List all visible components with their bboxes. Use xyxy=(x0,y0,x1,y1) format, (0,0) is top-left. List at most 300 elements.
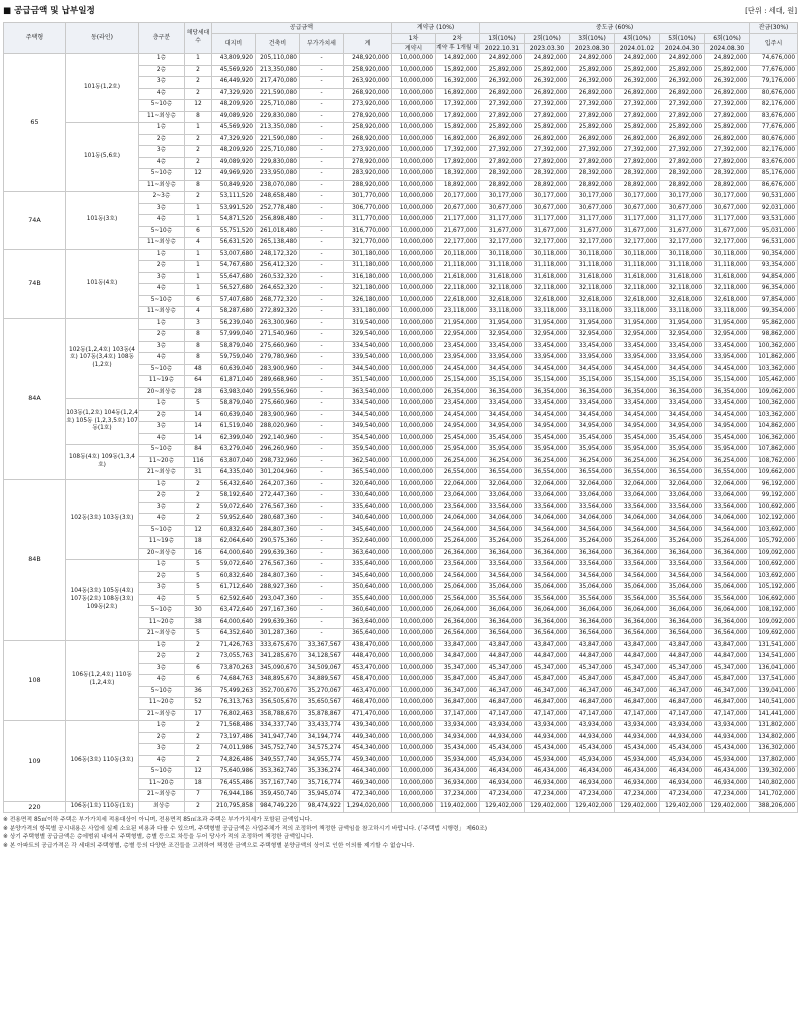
contract-1-cell: 10,000,000 xyxy=(392,548,436,560)
middle-payment-3-cell: 30,677,000 xyxy=(570,203,615,215)
vat-cell: - xyxy=(300,134,344,146)
floor-cell: 4층 xyxy=(139,284,185,296)
middle-payment-3-cell: 33,064,000 xyxy=(570,491,615,503)
vat-cell: - xyxy=(300,146,344,158)
middle-payment-1-cell: 28,892,000 xyxy=(480,180,525,192)
contract-1-cell: 10,000,000 xyxy=(392,479,436,491)
contract-1-cell: 10,000,000 xyxy=(392,146,436,158)
balance-cell: 100,362,000 xyxy=(750,399,798,411)
middle-payment-6-cell: 36,564,000 xyxy=(705,629,750,641)
floor-cell: 3층 xyxy=(139,422,185,434)
balance-cell: 85,176,000 xyxy=(750,169,798,181)
land-cost-cell: 54,871,520 xyxy=(212,215,256,227)
vat-cell: 35,878,867 xyxy=(300,709,344,721)
middle-payment-6-cell: 26,892,000 xyxy=(705,134,750,146)
middle-payment-3-cell: 36,554,000 xyxy=(570,468,615,480)
middle-payment-5-cell: 31,618,000 xyxy=(660,272,705,284)
units-cell: 84 xyxy=(185,445,212,457)
building-cost-cell: 301,287,360 xyxy=(256,629,300,641)
contract-1-cell: 10,000,000 xyxy=(392,422,436,434)
balance-cell: 137,541,000 xyxy=(750,675,798,687)
building-cost-cell: 283,900,960 xyxy=(256,410,300,422)
contract-1-cell: 10,000,000 xyxy=(392,686,436,698)
building-cost-cell: 280,687,360 xyxy=(256,514,300,526)
middle-payment-1-cell: 36,564,000 xyxy=(480,629,525,641)
header-supply: 공급금액 xyxy=(212,23,392,34)
middle-payment-6-cell: 33,564,000 xyxy=(705,560,750,572)
total-price-cell: 439,340,000 xyxy=(344,721,392,733)
dong-line-cell: 104동(3호) 105동(4호) 107동(2호) 108동(3호) 109동(2호) xyxy=(66,560,139,641)
building-cost-cell: 288,927,360 xyxy=(256,583,300,595)
building-cost-cell: 290,575,360 xyxy=(256,537,300,549)
vat-cell: - xyxy=(300,594,344,606)
units-cell: 2 xyxy=(185,134,212,146)
building-cost-cell: 359,450,740 xyxy=(256,790,300,802)
middle-payment-4-cell: 34,954,000 xyxy=(615,422,660,434)
floor-cell: 최상층 xyxy=(139,801,185,813)
units-cell: 8 xyxy=(185,180,212,192)
middle-payment-1-cell: 129,402,000 xyxy=(480,801,525,813)
contract-1-cell: 10,000,000 xyxy=(392,606,436,618)
header-c2: 2차 xyxy=(436,34,480,44)
middle-payment-4-cell: 44,934,000 xyxy=(615,732,660,744)
contract-2-cell: 24,064,000 xyxy=(436,514,480,526)
middle-payment-1-cell: 46,434,000 xyxy=(480,767,525,779)
land-cost-cell: 71,426,763 xyxy=(212,640,256,652)
contract-1-cell: 10,000,000 xyxy=(392,801,436,813)
floor-cell: 3층 xyxy=(139,502,185,514)
contract-2-cell: 14,892,000 xyxy=(436,54,480,66)
building-cost-cell: 217,470,080 xyxy=(256,77,300,89)
total-price-cell: 453,470,000 xyxy=(344,663,392,675)
units-cell: 18 xyxy=(185,537,212,549)
middle-payment-3-cell: 46,847,000 xyxy=(570,698,615,710)
middle-payment-2-cell: 33,564,000 xyxy=(525,560,570,572)
contract-2-cell: 35,847,000 xyxy=(436,675,480,687)
floor-cell: 21~최상층 xyxy=(139,468,185,480)
balance-cell: 95,862,000 xyxy=(750,318,798,330)
units-cell: 1 xyxy=(185,215,212,227)
balance-cell: 137,802,000 xyxy=(750,755,798,767)
middle-payment-3-cell: 34,954,000 xyxy=(570,422,615,434)
contract-1-cell: 10,000,000 xyxy=(392,169,436,181)
middle-payment-4-cell: 47,147,000 xyxy=(615,709,660,721)
units-cell: 2 xyxy=(185,721,212,733)
contract-1-cell: 10,000,000 xyxy=(392,698,436,710)
middle-payment-5-cell: 35,154,000 xyxy=(660,376,705,388)
middle-payment-6-cell: 34,064,000 xyxy=(705,514,750,526)
floor-cell: 2층 xyxy=(139,261,185,273)
middle-payment-2-cell: 45,934,000 xyxy=(525,755,570,767)
units-cell: 2 xyxy=(185,755,212,767)
middle-payment-5-cell: 36,364,000 xyxy=(660,617,705,629)
middle-payment-4-cell: 32,954,000 xyxy=(615,330,660,342)
land-cost-cell: 50,849,920 xyxy=(212,180,256,192)
middle-payment-5-cell: 35,264,000 xyxy=(660,537,705,549)
middle-payment-3-cell: 31,177,000 xyxy=(570,215,615,227)
table-row xyxy=(4,479,798,491)
middle-payment-6-cell: 27,892,000 xyxy=(705,111,750,123)
middle-payment-6-cell: 33,954,000 xyxy=(705,353,750,365)
middle-payment-3-cell: 28,892,000 xyxy=(570,180,615,192)
vat-cell: - xyxy=(300,502,344,514)
header-m4: 4회(10%) xyxy=(615,34,660,44)
units-cell: 30 xyxy=(185,606,212,618)
vat-cell: - xyxy=(300,560,344,572)
balance-cell: 105,192,000 xyxy=(750,583,798,595)
balance-cell: 96,354,000 xyxy=(750,284,798,296)
middle-payment-5-cell: 30,677,000 xyxy=(660,203,705,215)
contract-2-cell: 25,454,000 xyxy=(436,433,480,445)
middle-payment-1-cell: 35,564,000 xyxy=(480,594,525,606)
middle-payment-6-cell: 43,847,000 xyxy=(705,640,750,652)
land-cost-cell: 64,352,640 xyxy=(212,629,256,641)
vat-cell: 35,336,274 xyxy=(300,767,344,779)
middle-payment-5-cell: 27,392,000 xyxy=(660,146,705,158)
contract-2-cell: 26,554,000 xyxy=(436,468,480,480)
total-price-cell: 283,920,000 xyxy=(344,169,392,181)
contract-1-cell: 10,000,000 xyxy=(392,272,436,284)
building-cost-cell: 345,090,670 xyxy=(256,663,300,675)
vat-cell: 34,575,274 xyxy=(300,744,344,756)
balance-cell: 95,031,000 xyxy=(750,226,798,238)
middle-payment-2-cell: 28,392,000 xyxy=(525,169,570,181)
middle-payment-3-cell: 27,392,000 xyxy=(570,100,615,112)
floor-cell: 1층 xyxy=(139,721,185,733)
middle-payment-4-cell: 35,154,000 xyxy=(615,376,660,388)
middle-payment-4-cell: 33,954,000 xyxy=(615,353,660,365)
total-price-cell: 471,470,000 xyxy=(344,709,392,721)
middle-payment-3-cell: 33,564,000 xyxy=(570,502,615,514)
vat-cell: - xyxy=(300,376,344,388)
middle-payment-3-cell: 35,454,000 xyxy=(570,433,615,445)
units-cell: 14 xyxy=(185,433,212,445)
total-price-cell: 301,770,000 xyxy=(344,192,392,204)
land-cost-cell: 60,639,040 xyxy=(212,410,256,422)
middle-payment-4-cell: 31,177,000 xyxy=(615,215,660,227)
middle-payment-1-cell: 30,677,000 xyxy=(480,203,525,215)
contract-1-cell: 10,000,000 xyxy=(392,652,436,664)
middle-payment-2-cell: 35,564,000 xyxy=(525,594,570,606)
building-cost-cell: 288,020,960 xyxy=(256,422,300,434)
contract-2-cell: 25,954,000 xyxy=(436,445,480,457)
middle-payment-1-cell: 43,847,000 xyxy=(480,640,525,652)
units-cell: 18 xyxy=(185,778,212,790)
total-price-cell: 365,640,000 xyxy=(344,629,392,641)
floor-cell: 5~10층 xyxy=(139,100,185,112)
middle-payment-1-cell: 34,064,000 xyxy=(480,514,525,526)
contract-2-cell: 35,347,000 xyxy=(436,663,480,675)
header-dong: 동(라인) xyxy=(66,23,139,54)
units-cell: 2 xyxy=(185,157,212,169)
contract-2-cell: 37,147,000 xyxy=(436,709,480,721)
land-cost-cell: 54,767,680 xyxy=(212,261,256,273)
contract-2-cell: 34,934,000 xyxy=(436,732,480,744)
contract-2-cell: 36,934,000 xyxy=(436,778,480,790)
land-cost-cell: 63,983,040 xyxy=(212,387,256,399)
middle-payment-4-cell: 47,234,000 xyxy=(615,790,660,802)
total-price-cell: 469,340,000 xyxy=(344,778,392,790)
vat-cell: - xyxy=(300,318,344,330)
land-cost-cell: 57,407,680 xyxy=(212,295,256,307)
vat-cell: 33,367,567 xyxy=(300,640,344,652)
middle-payment-5-cell: 28,892,000 xyxy=(660,180,705,192)
total-price-cell: 321,770,000 xyxy=(344,238,392,250)
table-row xyxy=(4,399,798,411)
balance-cell: 96,192,000 xyxy=(750,479,798,491)
building-cost-cell: 263,300,960 xyxy=(256,318,300,330)
middle-payment-5-cell: 36,064,000 xyxy=(660,606,705,618)
contract-1-cell: 10,000,000 xyxy=(392,732,436,744)
units-cell: 1 xyxy=(185,249,212,261)
balance-cell: 106,362,000 xyxy=(750,433,798,445)
balance-cell: 97,854,000 xyxy=(750,295,798,307)
middle-payment-1-cell: 33,454,000 xyxy=(480,341,525,353)
middle-payment-1-cell: 45,847,000 xyxy=(480,675,525,687)
middle-payment-2-cell: 27,892,000 xyxy=(525,157,570,169)
middle-payment-6-cell: 129,402,000 xyxy=(705,801,750,813)
vat-cell: - xyxy=(300,77,344,89)
middle-payment-6-cell: 32,118,000 xyxy=(705,284,750,296)
middle-payment-2-cell: 31,177,000 xyxy=(525,215,570,227)
middle-payment-4-cell: 34,564,000 xyxy=(615,571,660,583)
middle-payment-5-cell: 26,892,000 xyxy=(660,134,705,146)
middle-payment-4-cell: 43,847,000 xyxy=(615,640,660,652)
land-cost-cell: 58,879,040 xyxy=(212,341,256,353)
floor-cell: 2층 xyxy=(139,410,185,422)
total-price-cell: 319,540,000 xyxy=(344,318,392,330)
middle-payment-6-cell: 36,364,000 xyxy=(705,617,750,629)
total-price-cell: 326,180,000 xyxy=(344,295,392,307)
building-cost-cell: 289,668,960 xyxy=(256,376,300,388)
header-m6-date: 2024.08.30 xyxy=(705,44,750,54)
floor-cell: 4층 xyxy=(139,514,185,526)
balance-cell: 82,176,000 xyxy=(750,100,798,112)
middle-payment-1-cell: 33,954,000 xyxy=(480,353,525,365)
land-cost-cell: 76,455,486 xyxy=(212,778,256,790)
units-cell: 2 xyxy=(185,732,212,744)
document-header xyxy=(3,0,797,22)
middle-payment-4-cell: 33,564,000 xyxy=(615,502,660,514)
middle-payment-6-cell: 36,064,000 xyxy=(705,606,750,618)
middle-payment-3-cell: 36,254,000 xyxy=(570,456,615,468)
contract-2-cell: 35,434,000 xyxy=(436,744,480,756)
building-cost-cell: 248,172,320 xyxy=(256,249,300,261)
total-price-cell: 329,540,000 xyxy=(344,330,392,342)
middle-payment-6-cell: 33,064,000 xyxy=(705,491,750,503)
middle-payment-1-cell: 31,177,000 xyxy=(480,215,525,227)
contract-1-cell: 10,000,000 xyxy=(392,755,436,767)
floor-cell: 5~10층 xyxy=(139,364,185,376)
middle-payment-3-cell: 32,118,000 xyxy=(570,284,615,296)
middle-payment-2-cell: 47,234,000 xyxy=(525,790,570,802)
balance-cell: 74,676,000 xyxy=(750,54,798,66)
building-cost-cell: 268,772,320 xyxy=(256,295,300,307)
balance-cell: 80,676,000 xyxy=(750,134,798,146)
middle-payment-1-cell: 33,064,000 xyxy=(480,491,525,503)
land-cost-cell: 63,279,040 xyxy=(212,445,256,457)
middle-payment-5-cell: 34,564,000 xyxy=(660,571,705,583)
units-cell: 2 xyxy=(185,502,212,514)
middle-payment-3-cell: 31,677,000 xyxy=(570,226,615,238)
middle-payment-6-cell: 30,677,000 xyxy=(705,203,750,215)
contract-1-cell: 10,000,000 xyxy=(392,583,436,595)
balance-cell: 104,862,000 xyxy=(750,422,798,434)
middle-payment-3-cell: 34,454,000 xyxy=(570,364,615,376)
middle-payment-5-cell: 28,392,000 xyxy=(660,169,705,181)
middle-payment-6-cell: 26,892,000 xyxy=(705,88,750,100)
dong-line-cell: 101동(5,6호) xyxy=(66,123,139,192)
middle-payment-3-cell: 45,934,000 xyxy=(570,755,615,767)
vat-cell: - xyxy=(300,364,344,376)
total-price-cell: 335,640,000 xyxy=(344,502,392,514)
balance-cell: 82,176,000 xyxy=(750,146,798,158)
vat-cell: - xyxy=(300,192,344,204)
total-price-cell: 334,540,000 xyxy=(344,341,392,353)
contract-2-cell: 22,177,000 xyxy=(436,238,480,250)
middle-payment-2-cell: 31,954,000 xyxy=(525,318,570,330)
land-cost-cell: 43,809,920 xyxy=(212,54,256,66)
floor-cell: 11~20층 xyxy=(139,778,185,790)
middle-payment-4-cell: 33,064,000 xyxy=(615,491,660,503)
middle-payment-6-cell: 44,934,000 xyxy=(705,732,750,744)
table-row xyxy=(4,249,798,261)
middle-payment-1-cell: 31,954,000 xyxy=(480,318,525,330)
balance-cell: 102,192,000 xyxy=(750,514,798,526)
middle-payment-1-cell: 33,564,000 xyxy=(480,502,525,514)
total-price-cell: 345,640,000 xyxy=(344,525,392,537)
total-price-cell: 273,920,000 xyxy=(344,146,392,158)
middle-payment-3-cell: 32,618,000 xyxy=(570,295,615,307)
middle-payment-4-cell: 46,434,000 xyxy=(615,767,660,779)
vat-cell: - xyxy=(300,479,344,491)
dong-line-cell: 102동(3호) 103동(3호) xyxy=(66,479,139,560)
middle-payment-2-cell: 46,434,000 xyxy=(525,767,570,779)
middle-payment-4-cell: 45,847,000 xyxy=(615,675,660,687)
balance-cell: 77,676,000 xyxy=(750,123,798,135)
units-cell: 2 xyxy=(185,744,212,756)
middle-payment-3-cell: 34,564,000 xyxy=(570,571,615,583)
middle-payment-5-cell: 45,347,000 xyxy=(660,663,705,675)
middle-payment-5-cell: 34,454,000 xyxy=(660,364,705,376)
middle-payment-5-cell: 45,934,000 xyxy=(660,755,705,767)
middle-payment-2-cell: 27,892,000 xyxy=(525,111,570,123)
header-m2-date: 2023.03.30 xyxy=(525,44,570,54)
vat-cell: - xyxy=(300,548,344,560)
dong-line-cell: 106동(3호) 110동(3호) xyxy=(66,721,139,802)
header-balance: 잔금(30%) xyxy=(750,23,798,34)
contract-2-cell: 25,264,000 xyxy=(436,537,480,549)
middle-payment-5-cell: 33,064,000 xyxy=(660,491,705,503)
middle-payment-5-cell: 44,847,000 xyxy=(660,652,705,664)
total-price-cell: 449,340,000 xyxy=(344,732,392,744)
table-body xyxy=(4,54,798,813)
contract-1-cell: 10,000,000 xyxy=(392,767,436,779)
middle-payment-6-cell: 36,364,000 xyxy=(705,548,750,560)
middle-payment-3-cell: 25,892,000 xyxy=(570,123,615,135)
floor-cell: 4층 xyxy=(139,353,185,365)
units-cell: 52 xyxy=(185,698,212,710)
dong-line-cell: 101동(3호) xyxy=(66,192,139,250)
middle-payment-4-cell: 36,064,000 xyxy=(615,606,660,618)
middle-payment-4-cell: 45,347,000 xyxy=(615,663,660,675)
middle-payment-5-cell: 34,454,000 xyxy=(660,410,705,422)
floor-cell: 4층 xyxy=(139,157,185,169)
floor-cell: 2층 xyxy=(139,652,185,664)
units-cell: 6 xyxy=(185,226,212,238)
dong-line-cell: 106동(1,2,4호) 110동(1,2,4호) xyxy=(66,640,139,721)
middle-payment-4-cell: 33,454,000 xyxy=(615,399,660,411)
building-cost-cell: 264,652,320 xyxy=(256,284,300,296)
vat-cell: - xyxy=(300,341,344,353)
contract-2-cell: 21,177,000 xyxy=(436,215,480,227)
balance-cell: 93,531,000 xyxy=(750,215,798,227)
total-price-cell: 448,470,000 xyxy=(344,652,392,664)
table-row xyxy=(4,721,798,733)
land-cost-cell: 210,795,858 xyxy=(212,801,256,813)
contract-1-cell: 10,000,000 xyxy=(392,318,436,330)
dong-line-cell: 101동(1,2호) xyxy=(66,54,139,123)
contract-2-cell: 23,564,000 xyxy=(436,502,480,514)
middle-payment-1-cell: 25,892,000 xyxy=(480,65,525,77)
middle-payment-5-cell: 43,934,000 xyxy=(660,721,705,733)
land-cost-cell: 58,879,040 xyxy=(212,399,256,411)
land-cost-cell: 73,055,763 xyxy=(212,652,256,664)
middle-payment-5-cell: 44,934,000 xyxy=(660,732,705,744)
middle-payment-2-cell: 33,454,000 xyxy=(525,399,570,411)
vat-cell: - xyxy=(300,422,344,434)
building-cost-cell: 333,675,670 xyxy=(256,640,300,652)
land-cost-cell: 76,944,186 xyxy=(212,790,256,802)
contract-2-cell: 23,454,000 xyxy=(436,341,480,353)
contract-1-cell: 10,000,000 xyxy=(392,77,436,89)
middle-payment-3-cell: 46,934,000 xyxy=(570,778,615,790)
contract-1-cell: 10,000,000 xyxy=(392,341,436,353)
total-price-cell: 468,470,000 xyxy=(344,698,392,710)
total-price-cell: 339,540,000 xyxy=(344,353,392,365)
balance-cell: 141,702,000 xyxy=(750,790,798,802)
contract-2-cell: 15,892,000 xyxy=(436,123,480,135)
vat-cell: - xyxy=(300,65,344,77)
middle-payment-5-cell: 34,954,000 xyxy=(660,422,705,434)
floor-cell: 3층 xyxy=(139,272,185,284)
middle-payment-2-cell: 35,454,000 xyxy=(525,433,570,445)
middle-payment-1-cell: 46,934,000 xyxy=(480,778,525,790)
contract-1-cell: 10,000,000 xyxy=(392,468,436,480)
land-cost-cell: 47,329,920 xyxy=(212,134,256,146)
middle-payment-1-cell: 32,618,000 xyxy=(480,295,525,307)
middle-payment-2-cell: 34,954,000 xyxy=(525,422,570,434)
vat-cell: - xyxy=(300,111,344,123)
middle-payment-1-cell: 36,364,000 xyxy=(480,548,525,560)
building-cost-cell: 260,532,320 xyxy=(256,272,300,284)
middle-payment-1-cell: 31,118,000 xyxy=(480,261,525,273)
balance-cell: 100,692,000 xyxy=(750,560,798,572)
middle-payment-2-cell: 129,402,000 xyxy=(525,801,570,813)
total-price-cell: 321,180,000 xyxy=(344,284,392,296)
land-cost-cell: 46,449,920 xyxy=(212,77,256,89)
total-price-cell: 438,470,000 xyxy=(344,640,392,652)
middle-payment-4-cell: 31,618,000 xyxy=(615,272,660,284)
middle-payment-3-cell: 34,064,000 xyxy=(570,514,615,526)
building-cost-cell: 265,138,480 xyxy=(256,238,300,250)
building-cost-cell: 358,788,670 xyxy=(256,709,300,721)
balance-cell: 103,362,000 xyxy=(750,364,798,376)
middle-payment-3-cell: 31,954,000 xyxy=(570,318,615,330)
middle-payment-2-cell: 36,354,000 xyxy=(525,387,570,399)
total-price-cell: 268,920,000 xyxy=(344,134,392,146)
middle-payment-5-cell: 47,147,000 xyxy=(660,709,705,721)
